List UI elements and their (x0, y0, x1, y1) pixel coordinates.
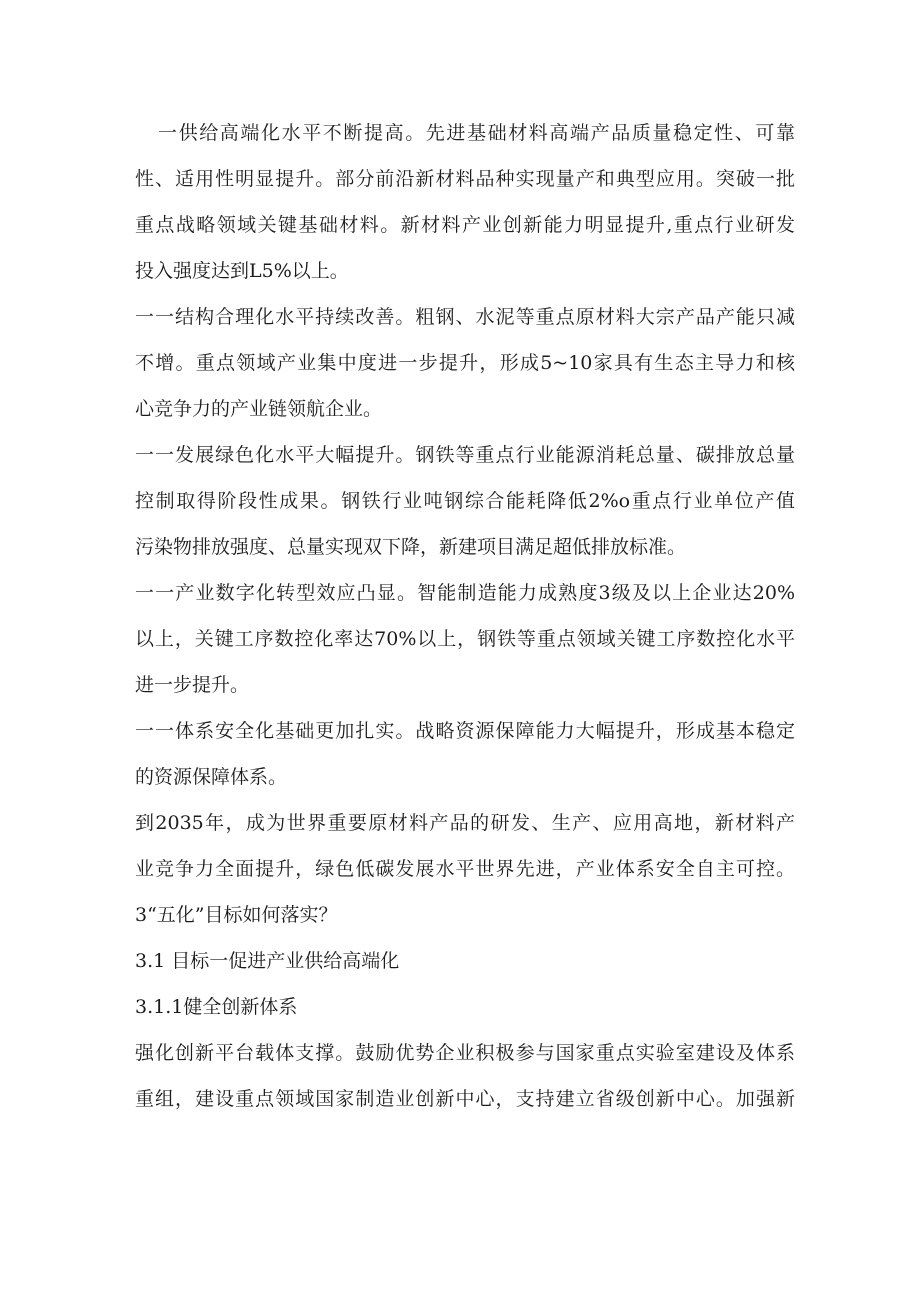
heading-section-3-1: 3.1 目标一促进产业供给高端化 (135, 950, 400, 972)
paragraph-innovation-line-1: 强化创新平台载体支撑。鼓励优势企业积极参与国家重点实验室建设及体系 (135, 1042, 795, 1064)
paragraph-structure-line-3: 心竞争力的产业链领航企业。 (135, 398, 383, 420)
paragraph-structure-line-2: 不增。重点领域产业集中度进一步提升，形成5~10家具有生态主导力和核 (135, 352, 795, 374)
paragraph-digital-line-3: 进一步提升。 (135, 674, 250, 696)
paragraph-security-line-1: 一一体系安全化基础更加扎实。战略资源保障能力大幅提升，形成基本稳定 (135, 720, 795, 742)
paragraph-2035-line-2: 业竞争力全面提升，绿色低碳发展水平世界先进，产业体系安全自主可控。 (135, 858, 795, 880)
paragraph-green-line-3: 污染物排放强度、总量实现双下降，新建项目满足超低排放标准。 (135, 536, 687, 558)
paragraph-green-line-2: 控制取得阶段性成果。钢铁行业吨钢综合能耗降低2%o重点行业单位产值 (135, 490, 795, 512)
paragraph-supply-line-2: 性、适用性明显提升。部分前沿新材料品种实现量产和典型应用。突破一批 (135, 168, 795, 190)
paragraph-supply-line-1: 一供给高端化水平不断提高。先进基础材料高端产品质量稳定性、可靠 (158, 122, 795, 144)
paragraph-innovation-line-2: 重组，建设重点领域国家制造业创新中心，支持建立省级创新中心。加强新 (135, 1088, 795, 1110)
paragraph-structure-line-1: 一一结构合理化水平持续改善。粗钢、水泥等重点原材料大宗产品产能只减 (135, 306, 795, 328)
paragraph-digital-line-1: 一一产业数字化转型效应凸显。智能制造能力成熟度3级及以上企业达20% (135, 582, 795, 604)
paragraph-security-line-2: 的资源保障体系。 (135, 766, 288, 788)
heading-section-3-1-1: 3.1.1健全创新体系 (135, 996, 298, 1018)
heading-section-3: 3“五化”目标如何落实？ (135, 904, 338, 926)
paragraph-green-line-1: 一一发展绿色化水平大幅提升。钢铁等重点行业能源消耗总量、碳排放总量 (135, 444, 795, 466)
paragraph-supply-line-4: 投入强度达到L5%以上。 (135, 260, 349, 282)
paragraph-supply-line-3: 重点战略领域关键基础材料。新材料产业创新能力明显提升,重点行业研发 (135, 214, 795, 236)
paragraph-digital-line-2: 以上，关键工序数控化率达70%以上，钢铁等重点领域关键工序数控化水平 (135, 628, 795, 650)
paragraph-2035-line-1: 到2035年，成为世界重要原材料产品的研发、生产、应用高地，新材料产 (135, 812, 795, 834)
